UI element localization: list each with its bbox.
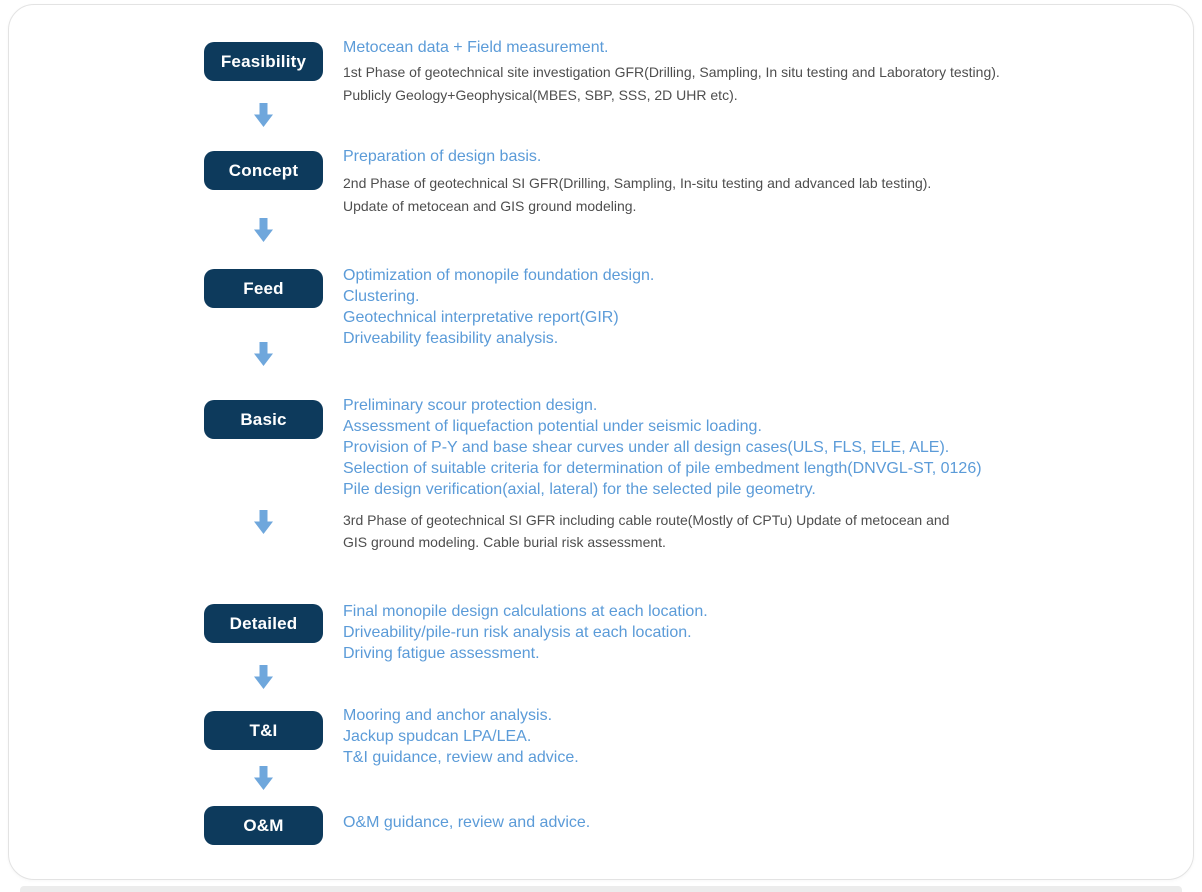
highlight-line: Final monopile design calculations at each location. (343, 603, 708, 620)
phase-button-detailed: Detailed (204, 604, 323, 643)
phase-button-concept: Concept (204, 151, 323, 190)
highlight-line: O&M guidance, review and advice. (343, 814, 591, 831)
basic-detail-block (343, 509, 949, 553)
highlight-line: T&I guidance, review and advice. (343, 749, 579, 766)
feed-highlight-block (343, 265, 654, 349)
highlight-line: Mooring and anchor analysis. (343, 707, 553, 724)
phase-button-feed: Feed (204, 269, 323, 308)
concept-highlight-block (343, 146, 541, 167)
feasibility-detail-block (343, 61, 1000, 107)
highlight-line: Clustering. (343, 288, 420, 305)
highlight-line: Assessment of liquefaction potential under seismic loading. (343, 418, 762, 435)
down-arrow-icon (254, 766, 273, 790)
highlight-line: Driveability feasibility analysis. (343, 330, 559, 347)
phase-button-basic: Basic (204, 400, 323, 439)
phase-button-om: O&M (204, 806, 323, 845)
phase-button-ti: T&I (204, 711, 323, 750)
highlight-line: Driving fatigue assessment. (343, 645, 540, 662)
detail-line: Publicly Geology+Geophysical(MBES, SBP, SSS, 2D UHR etc). (343, 87, 738, 103)
highlight-line: Selection of suitable criteria for determination of pile embedment length(DNVGL-ST, 0126) (343, 460, 982, 477)
highlight-line: Provision of P-Y and base shear curves under all design cases(ULS, FLS, ELE, ALE). (343, 439, 950, 456)
highlight-line: Jackup spudcan LPA/LEA. (343, 728, 532, 745)
highlight-line: Geotechnical interpretative report(GIR) (343, 309, 619, 326)
detail-line: Update of metocean and GIS ground modeling. (343, 198, 637, 214)
highlight-line: Metocean data + Field measurement. (343, 39, 609, 56)
highlight-line: Optimization of monopile foundation design. (343, 267, 655, 284)
down-arrow-icon (254, 103, 273, 127)
next-card-top-edge (20, 886, 1182, 892)
concept-detail-block (343, 172, 931, 218)
highlight-line: Driveability/pile-run risk analysis at each location. (343, 624, 692, 641)
detail-line: 2nd Phase of geotechnical SI GFR(Drilling, Sampling, In-situ testing and advanced lab testing). (343, 175, 932, 191)
down-arrow-icon (254, 218, 273, 242)
down-arrow-icon (254, 510, 273, 534)
highlight-line: Preparation of design basis. (343, 148, 542, 165)
om-highlight-block (343, 812, 590, 833)
detail-line: 1st Phase of geotechnical site investigation GFR(Drilling, Sampling, In situ testing and Laboratory testing). (343, 64, 1000, 80)
basic-highlight-block (343, 395, 982, 500)
detail-line: GIS ground modeling. Cable burial risk assessment. (343, 534, 666, 550)
feasibility-highlight-block (343, 37, 608, 58)
down-arrow-icon (254, 342, 273, 366)
highlight-line: Pile design verification(axial, lateral) for the selected pile geometry. (343, 481, 816, 498)
detailed-highlight-block (343, 601, 708, 664)
phase-button-feasibility: Feasibility (204, 42, 323, 81)
down-arrow-icon (254, 665, 273, 689)
detail-line: 3rd Phase of geotechnical SI GFR including cable route(Mostly of CPTu) Update of metocean and (343, 512, 950, 528)
highlight-line: Preliminary scour protection design. (343, 397, 598, 414)
ti-highlight-block (343, 705, 579, 768)
